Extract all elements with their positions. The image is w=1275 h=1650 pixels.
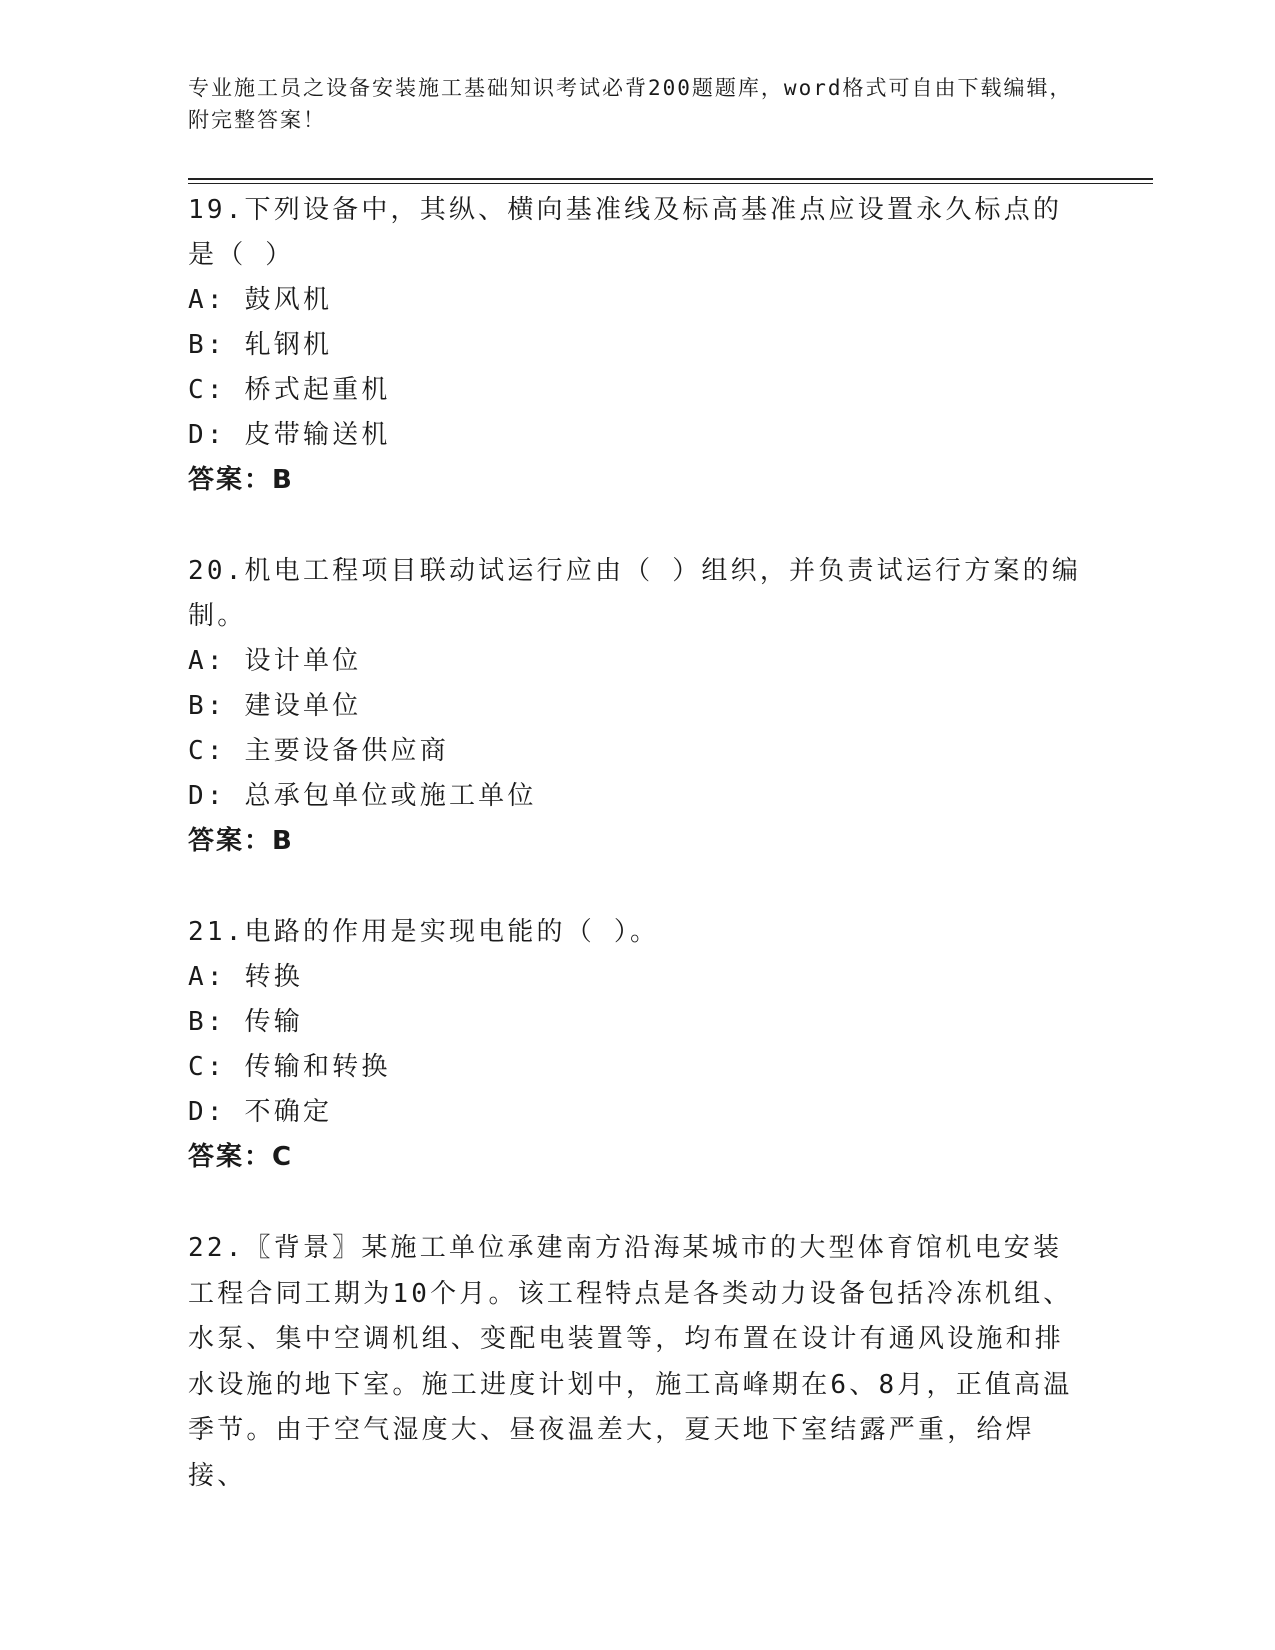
question-stem: 22.〖背景〗某施工单位承建南方沿海某城市的大型体育馆机电安装工程合同工期为10个月。该工程特点是各类动力设备包括冷冻机组、水泵、集中空调机组、变配电装置等，均布置在设计有通风设施和排水设施的地下室。施工进度计划中，施工高峰期在6、8月，正值高温季节。由于空气湿度大、昼夜温差大，夏天地下室结露严重，给焊接、 bbox=[188, 1233, 1073, 1491]
question-stem: 21.电路的作用是实现电能的（ ）。 bbox=[188, 917, 660, 947]
question-20 bbox=[188, 549, 1088, 864]
option-c: C: 传输和转换 bbox=[188, 1052, 391, 1082]
question-21 bbox=[188, 910, 1088, 1180]
option-d: D: 皮带输送机 bbox=[188, 420, 391, 450]
question-stem: 20.机电工程项目联动试运行应由（ ）组织，并负责试运行方案的编制。 bbox=[188, 556, 1082, 631]
option-c: C: 主要设备供应商 bbox=[188, 736, 449, 766]
question-22 bbox=[188, 1226, 1088, 1499]
option-a: A: 转换 bbox=[188, 962, 303, 992]
option-b: B: 轧钢机 bbox=[188, 330, 333, 360]
option-b: B: 建设单位 bbox=[188, 691, 362, 721]
option-c: C: 桥式起重机 bbox=[188, 375, 391, 405]
option-d: D: 不确定 bbox=[188, 1097, 333, 1127]
option-d: D: 总承包单位或施工单位 bbox=[188, 781, 537, 811]
question-list bbox=[188, 188, 1088, 1545]
answer-line: 答案：C bbox=[188, 1142, 294, 1172]
option-a: A: 设计单位 bbox=[188, 646, 362, 676]
answer-line: 答案：B bbox=[188, 465, 294, 495]
answer-line: 答案：B bbox=[188, 826, 294, 856]
option-b: B: 传输 bbox=[188, 1007, 303, 1037]
option-a: A: 鼓风机 bbox=[188, 285, 333, 315]
header-divider-thin bbox=[188, 183, 1153, 184]
document-header: 专业施工员之设备安装施工基础知识考试必背200题题库，word格式可自由下载编辑，附完整答案！ bbox=[188, 76, 1073, 132]
question-19 bbox=[188, 188, 1088, 503]
question-stem: 19.下列设备中，其纵、横向基准线及标高基准点应设置永久标点的是（ ） bbox=[188, 195, 1063, 270]
header-divider-thick bbox=[188, 178, 1153, 180]
